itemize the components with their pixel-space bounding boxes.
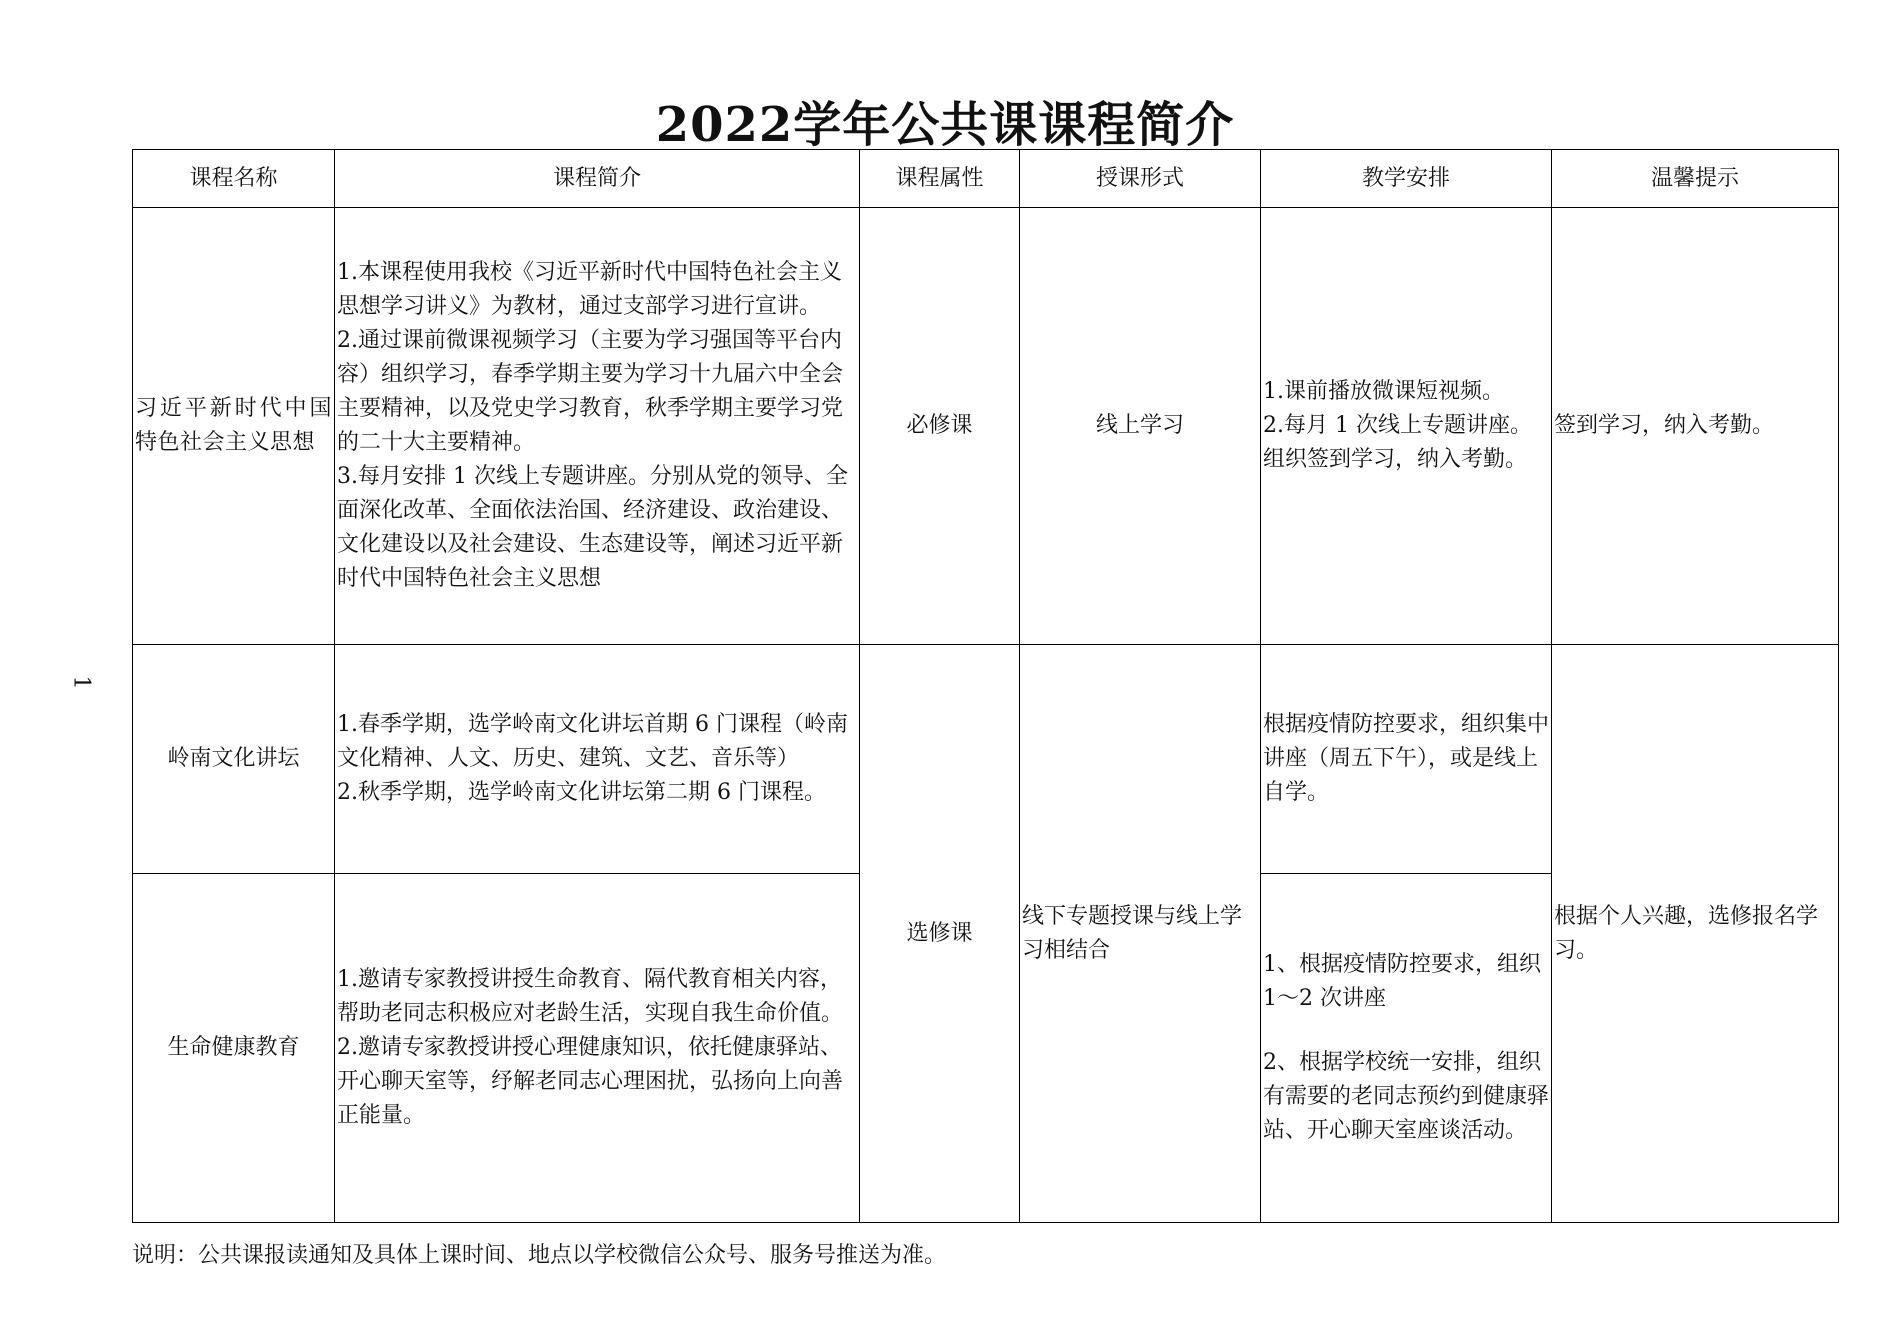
teaching-arrangement-cell: [1261, 208, 1552, 645]
page-title: 2022学年公共课课程简介: [655, 97, 1235, 153]
intro-item: 2.秋季学期，选学岭南文化讲坛第二期 6 门课程。: [337, 780, 826, 805]
course-table: [132, 149, 1839, 1223]
course-intro-cell: [335, 645, 860, 874]
arrangement-item: 2.每月 1 次线上专题讲座。组织签到学习，纳入考勤。: [1263, 413, 1532, 472]
tips-cell: 根据个人兴趣，选修报名学习。: [1552, 645, 1839, 1223]
arrangement-item: 1.课前播放微课短视频。: [1263, 379, 1504, 404]
table-row: [133, 208, 1839, 645]
table-header-row: [133, 150, 1839, 208]
header-tips: 温馨提示: [1552, 150, 1839, 208]
intro-item: 1.本课程使用我校《习近平新时代中国特色社会主义思想学习讲义》为教材，通过支部学习进行宣讲。: [337, 260, 842, 319]
tips-cell: 签到学习，纳入考勤。: [1552, 208, 1839, 645]
intro-item: 3.每月安排 1 次线上专题讲座。分别从党的领导、全面深化改革、全面依法治国、经济建设、政治建设、文化建设以及社会建设、生态建设等，阐述习近平新时代中国特色社会主义思想: [337, 464, 848, 591]
arrangement-item: 1、根据疫情防控要求，组织 1～2 次讲座: [1263, 952, 1541, 1011]
course-attribute-cell: 必修课: [860, 208, 1020, 645]
course-attribute-cell: 选修课: [860, 645, 1020, 1223]
course-name-cell: 岭南文化讲坛: [133, 645, 335, 874]
course-intro-cell: [335, 874, 860, 1223]
arrangement-item: 2、根据学校统一安排，组织有需要的老同志预约到健康驿站、开心聊天室座谈活动。: [1263, 1050, 1550, 1143]
intro-item: 1.春季学期，选学岭南文化讲坛首期 6 门课程（岭南文化精神、人文、历史、建筑、文艺、音乐等）: [337, 712, 848, 771]
intro-item: 1.邀请专家教授讲授生命教育、隔代教育相关内容，帮助老同志积极应对老龄生活，实现自我生命价值。: [337, 967, 844, 1026]
course-name-cell: 习近平新时代中国特色社会主义思想: [133, 208, 335, 645]
header-course-attribute: 课程属性: [860, 150, 1020, 208]
teaching-format-cell: 线上学习: [1020, 208, 1261, 645]
intro-item: 2.通过课前微课视频学习（主要为学习强国等平台内容）组织学习，春季学期主要为学习十九届六中全会主要精神，以及党史学习教育，秋季学期主要学习党的二十大主要精神。: [337, 328, 844, 455]
teaching-format-cell: 线下专题授课与线上学习相结合: [1020, 645, 1261, 1223]
intro-item: 2.邀请专家教授讲授心理健康知识，依托健康驿站、开心聊天室等，纾解老同志心理困扰，弘扬向上向善正能量。: [337, 1035, 844, 1128]
header-course-name: 课程名称: [133, 150, 335, 208]
page-number: 1: [68, 675, 94, 690]
table-row: [133, 645, 1839, 874]
arrangement-item: 根据疫情防控要求，组织集中讲座（周五下午），或是线上自学。: [1263, 712, 1550, 805]
footer-note: 说明：公共课报读通知及具体上课时间、地点以学校微信公众号、服务号推送为准。: [132, 1243, 947, 1268]
header-course-intro: 课程简介: [335, 150, 860, 208]
course-name-cell: 生命健康教育: [133, 874, 335, 1223]
paragraph-gap: [1263, 1016, 1549, 1046]
teaching-arrangement-cell: [1261, 874, 1552, 1223]
teaching-arrangement-cell: [1261, 645, 1552, 874]
header-teaching-arrangement: 教学安排: [1261, 150, 1552, 208]
header-teaching-format: 授课形式: [1020, 150, 1261, 208]
course-intro-cell: [335, 208, 860, 645]
